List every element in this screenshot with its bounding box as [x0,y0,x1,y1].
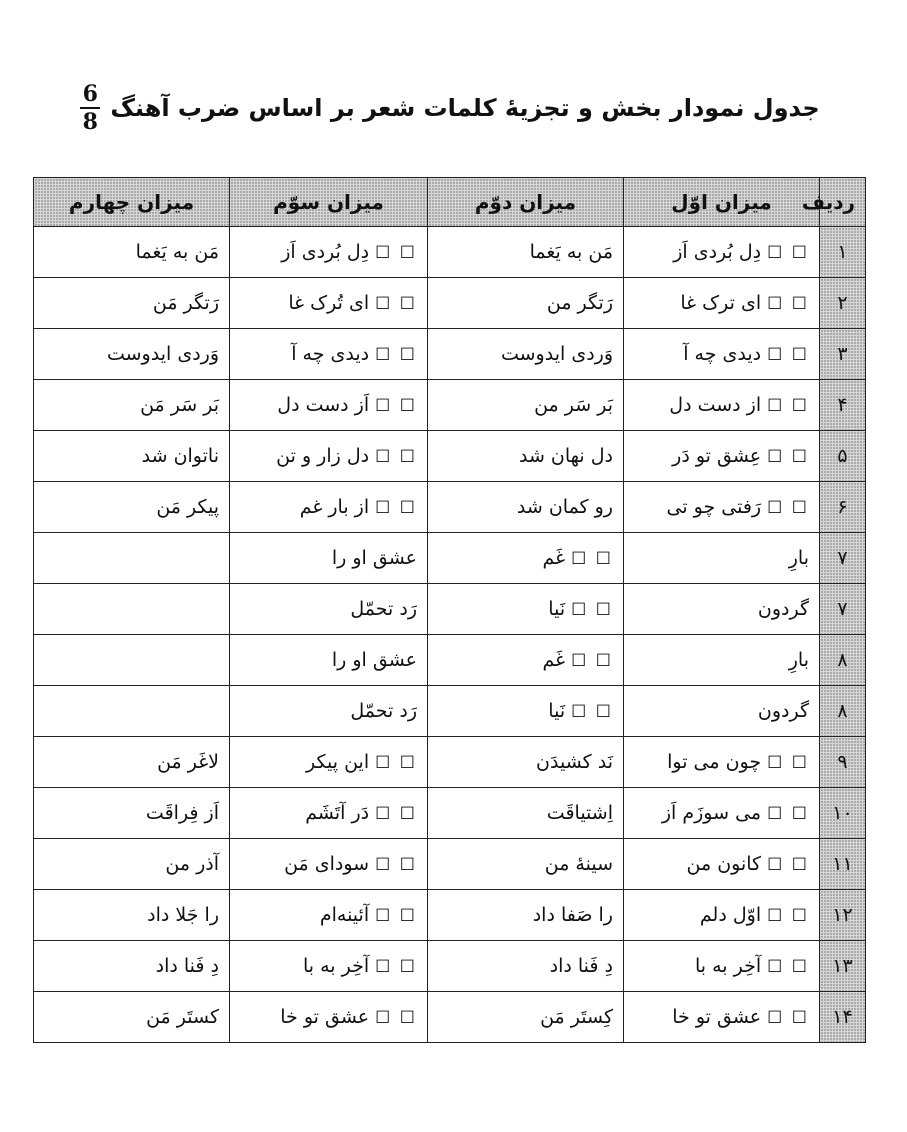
measure-2-cell [428,380,624,431]
measure-4-cell [34,686,230,737]
row-number: ۴ [820,380,866,431]
syllable-text: اِشتیاقَت [546,802,613,824]
measure-3-cell [230,788,428,839]
syllable-text: ناتوان شد [141,445,219,467]
measure-1-cell [624,482,820,533]
checkbox-pair-icon: ☐ ☐ [375,447,417,467]
syllable-text: عشق او را [331,547,417,569]
measure-4-cell [34,227,230,278]
checkbox-pair-icon: ☐ ☐ [375,855,417,875]
table-row [34,890,866,941]
checkbox-pair-icon: ☐ ☐ [375,294,417,314]
syllable-text: دِل بُردی اَز [673,241,762,263]
checkbox-pair-icon: ☐ ☐ [571,549,613,569]
checkbox-pair-icon: ☐ ☐ [767,345,809,365]
checkbox-pair-icon: ☐ ☐ [375,957,417,977]
checkbox-pair-icon: ☐ ☐ [375,498,417,518]
meter-table [33,177,866,1043]
measure-2-cell [428,686,624,737]
row-number: ۱۱ [820,839,866,890]
table-row [34,278,866,329]
syllable-text: عشق تو خا [280,1006,370,1028]
measure-2-cell [428,635,624,686]
syllable-text: رَد تحمّل [350,700,417,722]
syllable-text: می سوزَم اَز [661,802,762,824]
checkbox-pair-icon: ☐ ☐ [767,753,809,773]
syllable-text: غَم [542,649,566,671]
measure-3-cell [230,278,428,329]
measure-2-cell [428,278,624,329]
row-number: ۶ [820,482,866,533]
measure-1-cell [624,584,820,635]
measure-3-cell [230,533,428,584]
syllable-text: دِ فَنا داد [155,955,219,977]
measure-1-cell [624,890,820,941]
measure-2-cell [428,329,624,380]
syllable-text: دِل بُردی اَز [281,241,370,263]
measure-2-cell [428,992,624,1043]
syllable-text: از دست دل [669,394,762,416]
syllable-text: از بار غم [299,496,370,518]
checkbox-pair-icon: ☐ ☐ [767,396,809,416]
time-signature-denominator: 8 [82,109,98,135]
checkbox-pair-icon: ☐ ☐ [767,804,809,824]
syllable-text: نَیا [548,598,566,620]
checkbox-pair-icon: ☐ ☐ [375,753,417,773]
syllable-text: رَتگر من [546,292,613,314]
measure-4-cell [34,278,230,329]
checkbox-pair-icon: ☐ ☐ [767,294,809,314]
measure-1-cell [624,737,820,788]
syllable-text: عشق تو خا [672,1006,762,1028]
measure-4-cell [34,941,230,992]
header-measure-1: میزان اوّل [624,178,820,227]
syllable-text: گردون [757,700,809,722]
syllable-text: رَتگر مَن [152,292,219,314]
syllable-text: سودای مَن [284,853,370,875]
syllable-text: بارِ [788,547,809,569]
measure-2-cell [428,227,624,278]
measure-3-cell [230,635,428,686]
measure-3-cell [230,890,428,941]
measure-2-cell [428,584,624,635]
table-row [34,329,866,380]
table-row [34,380,866,431]
row-number: ۱۳ [820,941,866,992]
syllable-text: دَر آتَشَم [305,802,370,824]
measure-3-cell [230,992,428,1043]
measure-4-cell [34,788,230,839]
syllable-text: دل نهان شد [518,445,613,467]
time-signature-numerator: 6 [82,81,98,107]
measure-4-cell [34,533,230,584]
table-row [34,635,866,686]
measure-4-cell [34,635,230,686]
measure-2-cell [428,941,624,992]
syllable-text: ای تُرک غا [288,292,370,314]
syllable-text: آئینه‌ام [319,904,370,926]
row-number: ۸ [820,635,866,686]
row-number: ۱۲ [820,890,866,941]
row-number: ۷ [820,533,866,584]
table-row [34,839,866,890]
syllable-text: آذر من [165,853,219,875]
checkbox-pair-icon: ☐ ☐ [767,447,809,467]
row-number: ۱ [820,227,866,278]
measure-1-cell [624,788,820,839]
measure-1-cell [624,329,820,380]
syllable-text: دیدی چه آ [291,343,370,365]
checkbox-pair-icon: ☐ ☐ [375,804,417,824]
syllable-text: رَد تحمّل [350,598,417,620]
measure-3-cell [230,737,428,788]
syllable-text: نَد کشیدَن [536,751,613,773]
checkbox-pair-icon: ☐ ☐ [571,702,613,722]
measure-4-cell [34,839,230,890]
syllable-text: رو کمان شد [516,496,613,518]
row-number: ۹ [820,737,866,788]
syllable-text: عشق او را [331,649,417,671]
time-signature [80,83,100,133]
syllable-text: را صَفا داد [532,904,613,926]
measure-3-cell [230,839,428,890]
measure-2-cell [428,533,624,584]
checkbox-pair-icon: ☐ ☐ [375,345,417,365]
measure-3-cell [230,941,428,992]
measure-4-cell [34,431,230,482]
measure-2-cell [428,839,624,890]
table-row [34,686,866,737]
checkbox-pair-icon: ☐ ☐ [375,906,417,926]
syllable-text: کانون من [686,853,762,875]
syllable-text: دِ فَنا داد [549,955,613,977]
measure-1-cell [624,686,820,737]
row-number: ۵ [820,431,866,482]
syllable-text: کستَر مَن [146,1006,219,1028]
syllable-text: عِشق تو دَر [672,445,762,467]
syllable-text: اوّل دلم [699,904,762,926]
measure-2-cell [428,431,624,482]
syllable-text: این پیکر [306,751,370,773]
syllable-text: لاغَر مَن [157,751,219,773]
syllable-text: نَیا [548,700,566,722]
measure-4-cell [34,890,230,941]
measure-1-cell [624,992,820,1043]
syllable-text: رَفتی چو تی [666,496,762,518]
measure-4-cell [34,380,230,431]
measure-2-cell [428,890,624,941]
measure-2-cell [428,788,624,839]
header-measure-3: میزان سوّم [230,178,428,227]
checkbox-pair-icon: ☐ ☐ [767,906,809,926]
measure-1-cell [624,431,820,482]
table-row [34,941,866,992]
syllable-text: را جَلا داد [147,904,219,926]
syllable-text: اَز فِراقَت [145,802,219,824]
header-measure-4: میزان چهارم [34,178,230,227]
row-number: ۱۴ [820,992,866,1043]
page-title [82,78,820,138]
syllable-text: آخِر به با [302,955,370,977]
syllable-text: چون می توا [667,751,762,773]
measure-4-cell [34,737,230,788]
syllable-text: دل زار و تن [276,445,370,467]
header-row [34,178,866,227]
syllable-text: مَن به یَغما [529,241,613,263]
syllable-text: گردون [757,598,809,620]
measure-3-cell [230,329,428,380]
syllable-text: آخِر به با [694,955,762,977]
measure-1-cell [624,533,820,584]
syllable-text: ای ترک غا [680,292,762,314]
table-row [34,788,866,839]
measure-4-cell [34,329,230,380]
measure-3-cell [230,227,428,278]
table-row [34,992,866,1043]
measure-2-cell [428,482,624,533]
measure-3-cell [230,380,428,431]
syllable-text: اَز دست دل [277,394,370,416]
table-row [34,227,866,278]
checkbox-pair-icon: ☐ ☐ [767,498,809,518]
measure-3-cell [230,686,428,737]
syllable-text: وَردی ایدوست [500,343,613,365]
checkbox-pair-icon: ☐ ☐ [375,396,417,416]
measure-2-cell [428,737,624,788]
checkbox-pair-icon: ☐ ☐ [767,957,809,977]
measure-3-cell [230,584,428,635]
row-number: ۲ [820,278,866,329]
table-body [34,227,866,1043]
measure-1-cell [624,380,820,431]
row-number: ۱۰ [820,788,866,839]
checkbox-pair-icon: ☐ ☐ [571,600,613,620]
syllable-text: بَر سَر من [534,394,613,416]
checkbox-pair-icon: ☐ ☐ [375,1008,417,1028]
syllable-text: وَردی ایدوست [106,343,219,365]
syllable-text: بَر سَر مَن [140,394,219,416]
syllable-text: دیدی چه آ [683,343,762,365]
measure-3-cell [230,482,428,533]
row-number: ۳ [820,329,866,380]
syllable-text: سینهٔ من [544,853,613,875]
syllable-text: بارِ [788,649,809,671]
table-row [34,431,866,482]
checkbox-pair-icon: ☐ ☐ [571,651,613,671]
measure-1-cell [624,278,820,329]
header-measure-2: میزان دوّم [428,178,624,227]
syllable-text: پیکر مَن [156,496,219,518]
measure-1-cell [624,227,820,278]
checkbox-pair-icon: ☐ ☐ [767,855,809,875]
table-row [34,533,866,584]
table-row [34,737,866,788]
checkbox-pair-icon: ☐ ☐ [767,243,809,263]
measure-4-cell [34,992,230,1043]
header-radif: ردیف [820,178,866,227]
measure-1-cell [624,839,820,890]
row-number: ۷ [820,584,866,635]
table-row [34,482,866,533]
title-text: جدول نمودار بخش و تجزیهٔ کلمات شعر بر اساس ضرب آهنگ [110,94,820,122]
measure-4-cell [34,584,230,635]
checkbox-pair-icon: ☐ ☐ [767,1008,809,1028]
syllable-text: کِستَر مَن [540,1006,613,1028]
syllable-text: غَم [542,547,566,569]
syllable-text: مَن به یَغما [135,241,219,263]
measure-1-cell [624,635,820,686]
measure-4-cell [34,482,230,533]
measure-3-cell [230,431,428,482]
row-number: ۸ [820,686,866,737]
checkbox-pair-icon: ☐ ☐ [375,243,417,263]
measure-1-cell [624,941,820,992]
table-row [34,584,866,635]
